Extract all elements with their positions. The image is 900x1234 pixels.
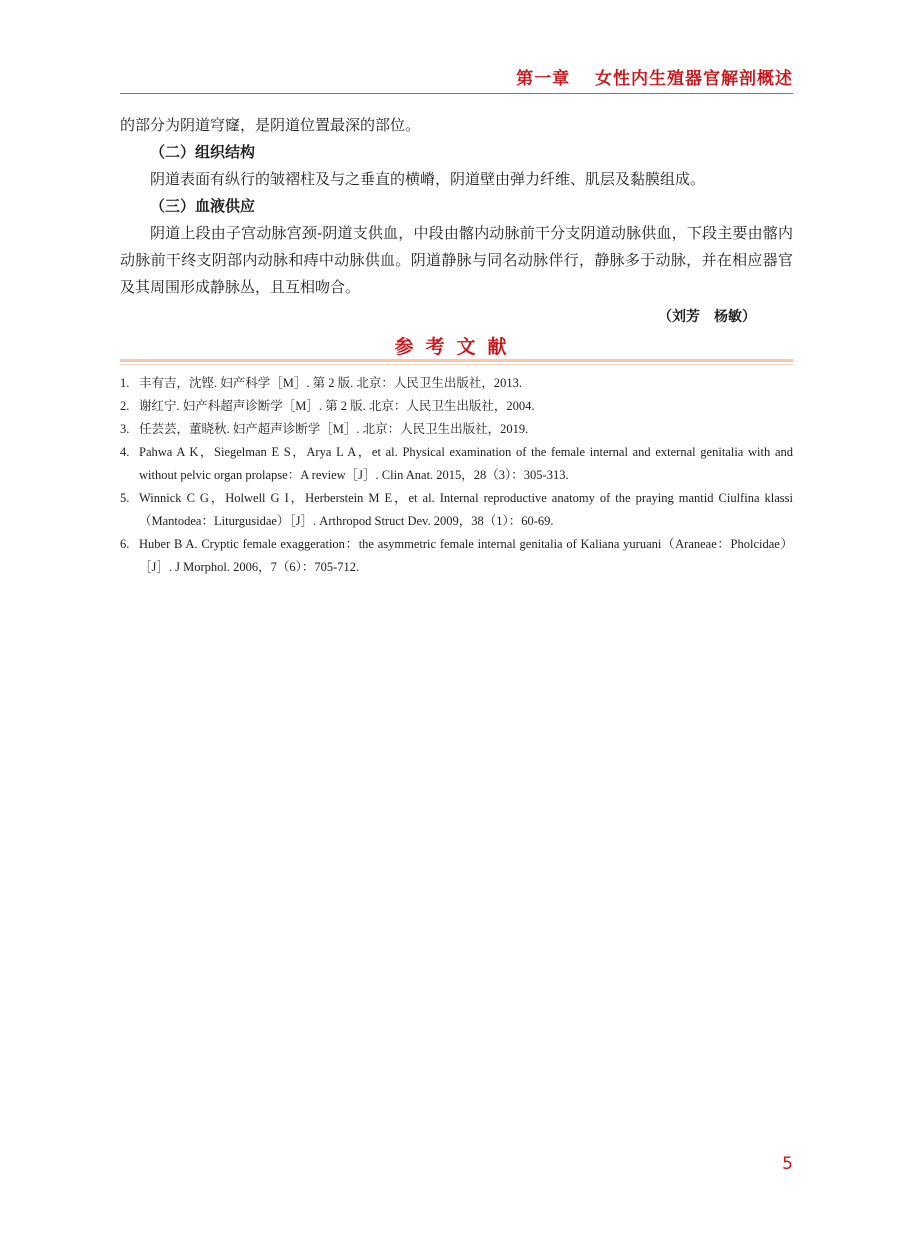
reference-item <box>120 441 793 487</box>
reference-number: 6. <box>120 537 130 551</box>
body-paragraph: 阴道上段由子宫动脉宫颈-阴道支供血，中段由髂内动脉前干分支阴道动脉供血，下段主要由髂内动脉前干终支阴部内动脉和痔中动脉供血。阴道静脉与同名动脉伴行，静脉多于动脉，并在相应器官及其周围形成静脉丛，且互相吻合。 <box>120 224 793 296</box>
reference-number: 4. <box>120 445 130 459</box>
reference-list <box>120 372 793 579</box>
references-rule <box>120 359 793 362</box>
chapter-header <box>120 64 793 92</box>
references-title: 参考文献 <box>394 336 519 358</box>
reference-number: 3. <box>120 422 130 436</box>
reference-number: 5. <box>120 491 130 505</box>
reference-number: 1. <box>120 376 130 390</box>
chapter-number: 第一章 <box>516 69 571 89</box>
reference-text: 丰有吉，沈铿. 妇产科学［M］. 第 2 版. 北京：人民卫生出版社，2013. <box>139 376 522 390</box>
reference-item <box>120 487 793 533</box>
page-number: 5 <box>782 1154 793 1174</box>
reference-text: Huber B A. Cryptic female exaggeration：the asymmetric female internal genitalia of Kaliana yuruani（Araneae：Pholcidae）［J］. J Morphol. 2006，7（6）：705-712. <box>139 537 793 574</box>
body-paragraph: 阴道表面有纵行的皱褶柱及与之垂直的横嵴，阴道壁由弹力纤维、肌层及黏膜组成。 <box>150 170 706 188</box>
reference-text: 谢红宁. 妇产科超声诊断学［M］. 第 2 版. 北京：人民卫生出版社，2004. <box>139 399 535 413</box>
body-text <box>120 112 793 331</box>
reference-item <box>120 533 793 579</box>
header-rule <box>120 93 793 94</box>
reference-text: Winnick C G，Holwell G I，Herberstein M E，et al. Internal reproductive anatomy of the praying mantid Ciulfina klassi（Mantodea：Liturgusidae）［J］. Arthropod Struct Dev. 2009，38（1）：60-69. <box>139 491 793 528</box>
section-authors: （刘芳 杨敏） <box>658 309 756 325</box>
section-heading-blood-supply: （三）血液供应 <box>150 197 256 215</box>
intro-paragraph: 的部分为阴道穹窿，是阴道位置最深的部位。 <box>120 116 421 134</box>
references-rule-thin <box>120 364 793 365</box>
reference-text: 任芸芸，董晓秋. 妇产超声诊断学［M］. 北京：人民卫生出版社，2019. <box>139 422 529 436</box>
section-heading-tissue-structure: （二）组织结构 <box>150 143 256 161</box>
reference-item <box>120 372 793 395</box>
reference-number: 2. <box>120 399 130 413</box>
reference-item <box>120 395 793 418</box>
reference-item <box>120 418 793 441</box>
reference-text: Pahwa A K，Siegelman E S，Arya L A，et al. Physical examination of the female internal and external genitalia with and without pelvic organ prolapse：A review［J］. Clin Anat. 2015，28（3）：305-313. <box>139 445 793 482</box>
chapter-title: 女性内生殖器官解剖概述 <box>595 69 793 89</box>
